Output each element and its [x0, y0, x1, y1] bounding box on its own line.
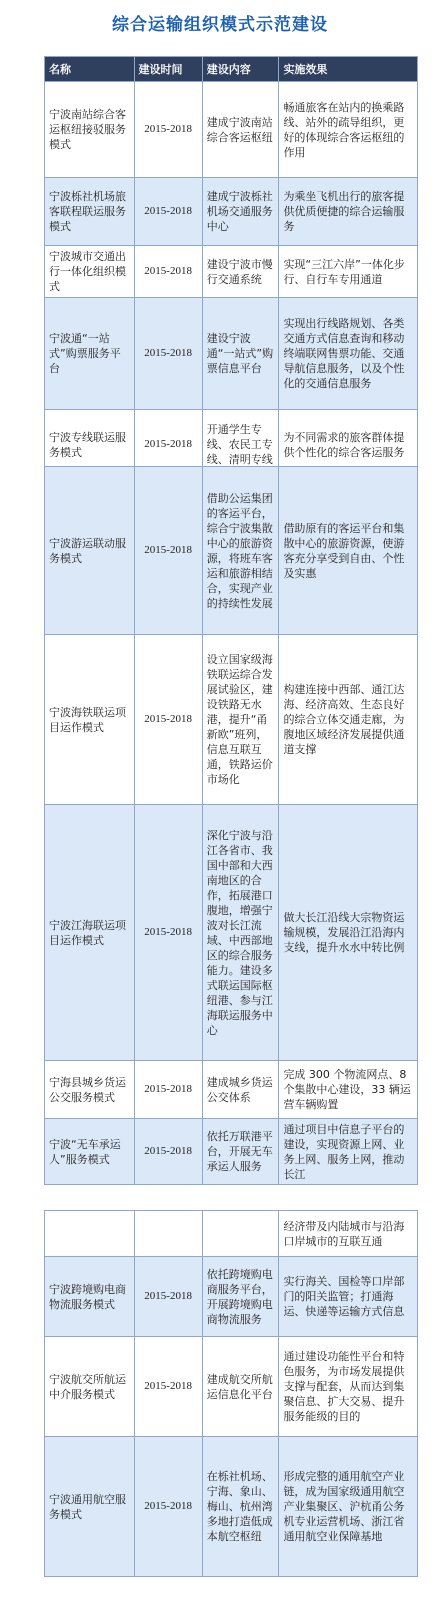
cell-content: 建设宁波市慢行交通系统 — [202, 246, 279, 298]
cell-content: 建成城乡货运公交体系 — [202, 1061, 279, 1119]
cell-name — [45, 1211, 135, 1257]
cell-time: 2015-2018 — [134, 1337, 202, 1437]
cell-effect: 为不同需求的旅客群体提供个性化的综合客运服务 — [279, 410, 418, 480]
cell-name: 宁波通用航空服务模式 — [45, 1437, 135, 1577]
cell-effect: 通过项目中信息子平台的建设，实现资源上网、业务上网、服务上网，推动长江 — [279, 1119, 418, 1185]
table-row — [45, 1211, 418, 1257]
table-row — [45, 82, 418, 178]
cell-effect: 畅通旅客在站内的换乘路线、站外的疏导组织，更好的体现综合客运枢纽的作用 — [279, 82, 418, 178]
cell-name: 宁波海铁联运项目运作模式 — [45, 635, 135, 805]
table-row — [45, 1257, 418, 1337]
cell-time: 2015-2018 — [134, 1119, 202, 1185]
cell-content: 建设宁波通“一站式”购票信息平台 — [202, 298, 279, 410]
cell-time — [134, 1211, 202, 1257]
cell-time: 2015-2018 — [134, 1061, 202, 1119]
cell-content: 依托万联港平台，开展无车承运人服务 — [202, 1119, 279, 1185]
cell-content: 建成宁波南站综合客运枢纽 — [202, 82, 279, 178]
table-section-3 — [44, 1210, 418, 1577]
cell-name: 宁波栎社机场旅客联程联运服务模式 — [45, 178, 135, 246]
cell-name: 宁波通“一站式”购票服务平台 — [45, 298, 135, 410]
cell-content: 在栎社机场、宁海、象山、梅山、杭州湾多地打造低成本航空枢纽 — [202, 1437, 279, 1577]
cell-name: 宁波城市交通出行一体化组织模式 — [45, 246, 135, 298]
cell-effect: 通过建设功能性平台和特色服务，为市场发展提供支撑与配套，从而达到集聚信息、扩大交易、提升服务能级的目的 — [279, 1337, 418, 1437]
table-row — [45, 1437, 418, 1577]
header-name: 名称 — [45, 57, 135, 82]
cell-time: 2015-2018 — [134, 410, 202, 480]
cell-content: 借助公运集团的客运平台，综合宁波集散中心的旅游资源，将班车客运和旅游相结合，实现产业的持续性发展 — [202, 467, 279, 635]
cell-time: 2015-2018 — [134, 82, 202, 178]
table-section-2 — [44, 466, 418, 1185]
table-row — [45, 298, 418, 410]
header-time: 建设时间 — [134, 57, 202, 82]
table-row — [45, 1119, 418, 1185]
table-row — [45, 805, 418, 1061]
cell-time: 2015-2018 — [134, 1257, 202, 1337]
table-row — [45, 1061, 418, 1119]
cell-effect: 实现“三江六岸”一体化步行、自行车专用通道 — [279, 246, 418, 298]
cell-effect: 形成完整的通用航空产业链，成为国家级通用航空产业集聚区、沪杭甬公务机专业运营机场、浙江省通用航空业保障基地 — [279, 1437, 418, 1577]
cell-effect: 完成 300 个物流网点、8 个集散中心建设，33 辆运营车辆购置 — [279, 1061, 418, 1119]
cell-effect: 实行海关、国检等口岸部门的阳关监管；打通海运、快递等运输方式信息 — [279, 1257, 418, 1337]
cell-effect: 做大长江沿线大宗物资运输规模，发展沿江沿海内支线，提升水水中转比例 — [279, 805, 418, 1061]
cell-time: 2015-2018 — [134, 805, 202, 1061]
cell-time: 2015-2018 — [134, 178, 202, 246]
cell-content — [202, 1211, 279, 1257]
table-row — [45, 635, 418, 805]
cell-content: 依托跨境购电商服务平台，开展跨境购电商物流服务 — [202, 1257, 279, 1337]
cell-effect: 借助原有的客运平台和集散中心的旅游资源，使游客充分享受到自由、个性及实惠 — [279, 467, 418, 635]
cell-name: 宁波“无车承运人”服务模式 — [45, 1119, 135, 1185]
cell-name: 宁波游运联动服务模式 — [45, 467, 135, 635]
cell-content: 设立国家级海铁联运综合发展试验区，建设铁路无水港，提升“甬新欧”班列，信息互联互通，铁路运价市场化 — [202, 635, 279, 805]
header-effect: 实施效果 — [279, 57, 418, 82]
table-row — [45, 246, 418, 298]
cell-name: 宁波航交所航运中介服务模式 — [45, 1337, 135, 1437]
cell-content: 深化宁波与沿江各省市、我国中部和大西南地区的合作，拓展港口腹地，增强宁波对长江流域、中西部地区的综合服务能力。建设多式联运国际枢纽港、参与江海联运服务中心 — [202, 805, 279, 1061]
cell-effect: 为乘坐飞机出行的旅客提供优质便捷的综合运输服务 — [279, 178, 418, 246]
cell-time: 2015-2018 — [134, 246, 202, 298]
page-title: 综合运输组织模式示范建设 — [112, 15, 328, 35]
cell-name: 宁波专线联运服务模式 — [45, 410, 135, 480]
table-header-row — [45, 57, 418, 82]
table-row — [45, 467, 418, 635]
cell-content: 建成航交所航运信息化平台 — [202, 1337, 279, 1437]
table-section-1 — [44, 56, 418, 480]
cell-time: 2015-2018 — [134, 1437, 202, 1577]
cell-name: 宁波跨境购电商物流服务模式 — [45, 1257, 135, 1337]
cell-effect: 构建连接中西部、通江达海、经济高效、生态良好的综合立体交通走廊，为腹地区域经济发展提供通道支撑 — [279, 635, 418, 805]
table-row — [45, 1337, 418, 1437]
cell-effect: 实现出行线路规划、各类交通方式信息查询和移动终端联网售票功能、交通导航信息服务，以及个性化的交通信息服务 — [279, 298, 418, 410]
cell-time: 2015-2018 — [134, 298, 202, 410]
cell-time: 2015-2018 — [134, 635, 202, 805]
table-row — [45, 178, 418, 246]
cell-content: 开通学生专线、农民工专线、清明专线 — [202, 410, 279, 480]
cell-name: 宁波南站综合客运枢纽接驳服务模式 — [45, 82, 135, 178]
cell-effect: 经济带及内陆城市与沿海口岸城市的互联互通 — [279, 1211, 418, 1257]
cell-name: 宁波江海联运项目运作模式 — [45, 805, 135, 1061]
cell-time: 2015-2018 — [134, 467, 202, 635]
header-content: 建设内容 — [202, 57, 279, 82]
cell-name: 宁海县城乡货运公交服务模式 — [45, 1061, 135, 1119]
cell-content: 建成宁波栎社机场交通服务中心 — [202, 178, 279, 246]
